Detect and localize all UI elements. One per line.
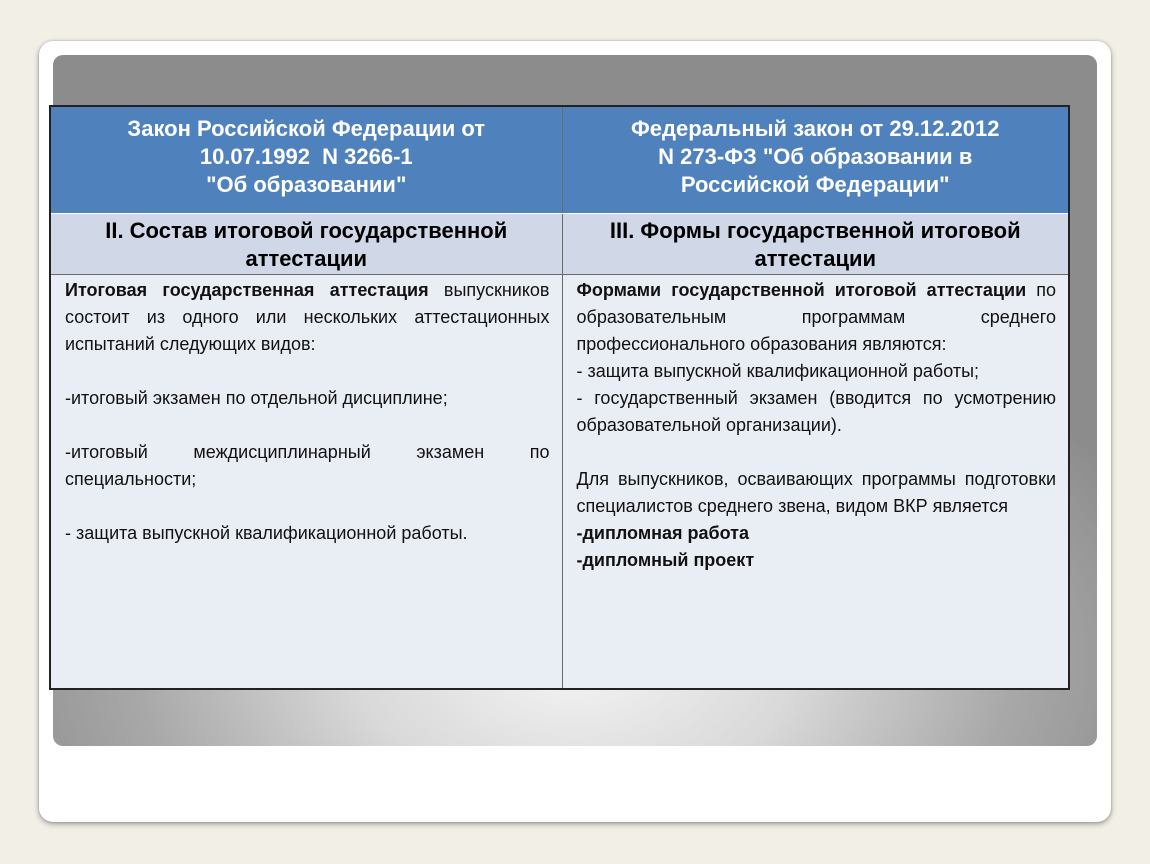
body-cell-right [562,275,1069,690]
right-intro [577,277,1057,358]
subheader-left-text: II. Состав итоговой государственной аттестации [105,218,508,271]
right-bold-item-2-text: -дипломный проект [576,550,755,570]
subheader-cell-right [562,214,1069,275]
body-cell-left [50,275,562,690]
right-note: Для выпускников, осваивающих программы подготовки специалистов среднего звена, видом ВКР является [576,469,1056,516]
right-item-1: - защита выпускной квалификационной работы; [576,361,980,381]
right-bold-item-1-text: -дипломная работа [576,523,750,543]
subheader-cell-left [50,214,562,275]
header-cell-left [50,106,562,214]
left-intro-rest: выпускников состоит из одного или нескольких аттестационных испытаний следующих видов: [65,280,550,354]
right-item-2: - государственный экзамен (вводится по усмотрению образовательной организации). [576,388,1056,435]
subheader-right-text: III. Формы государственной итоговой аттестации [609,218,1021,271]
comparison-table [49,105,1070,690]
table-header-row [50,106,1069,214]
right-bold-item-2 [577,547,1057,574]
header-right-line-2: N 273-ФЗ "Об образовании в [658,144,973,169]
left-intro-bold: Итоговая государственная аттестация [65,280,429,300]
right-intro-rest: по образовательным программам среднего профессионального образования являются: [576,280,1057,354]
table-body-row [50,275,1069,690]
left-item-3: - защита выпускной квалификационной работы. [65,523,468,543]
header-left-line-2: 10.07.1992 N 3266-1 [199,144,413,169]
right-intro-bold: Формами государственной итоговой аттестации [576,280,1027,300]
left-item-1: -итоговый экзамен по отдельной дисциплине; [65,388,448,408]
header-left-line-3: "Об образовании" [206,172,407,197]
table-subheader-row [50,214,1069,275]
header-right-line-1: Федеральный закон от 29.12.2012 [631,116,1000,141]
left-item-2: -итоговый междисциплинарный экзамен по специальности; [65,442,550,489]
header-right-line-3: Российской Федерации" [680,172,950,197]
left-intro [65,277,550,358]
right-bold-item-1 [577,520,1057,547]
header-left-line-1: Закон Российской Федерации от [127,116,486,141]
header-cell-right [562,106,1069,214]
